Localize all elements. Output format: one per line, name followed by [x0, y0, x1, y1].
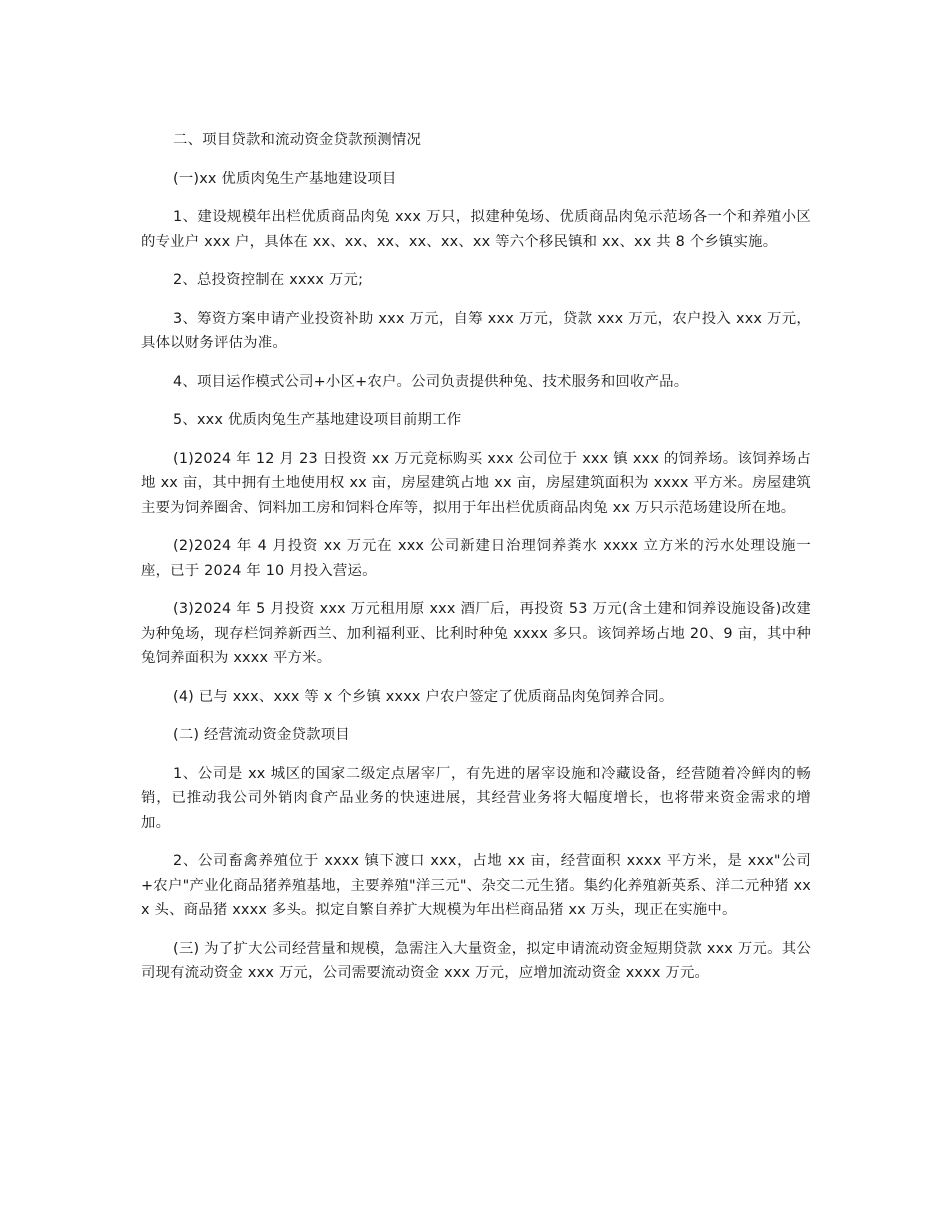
paragraph-item-3: 3、筹资方案申请产业投资补助 xxx 万元，自筹 xxx 万元，贷款 xxx 万元，农户投入 xxx 万元，具体以财务评估为准。 — [141, 310, 811, 351]
paragraph-subitem-1: (1)2024 年 12 月 23 日投资 xx 万元竞标购买 xxx 公司位于 xxx 镇 xxx 的饲养场。该饲养场占地 xx 亩，其中拥有土地使用权 xx 亩，房屋建筑占地 xx 亩，房屋建筑面积为 xxxx 平方米。房屋建筑主要为饲养圈舍、饲料加工房和饲料仓库等，拟用于年出栏优质商品肉兔 xx 万只示范场建设所在地。 — [141, 450, 811, 516]
subsection-paragraph-3: (三) 为了扩大公司经营量和规模，急需注入大量资金，拟定申请流动资金短期贷款 xxx 万元。其公司现有流动资金 xxx 万元，公司需要流动资金 xxx 万元，应增加流动资金 xxxx 万元。 — [141, 940, 811, 981]
paragraph-item-1: 1、建设规模年出栏优质商品肉兔 xxx 万只，拟建种兔场、优质商品肉兔示范场各一个和养殖小区的专业户 xxx 户，具体在 xx、xx、xx、xx、xx、xx 等六个移民镇和 xx、xx 共 8 个乡镇实施。 — [141, 209, 811, 250]
section-heading-2: 二、项目贷款和流动资金贷款预测情况 — [173, 132, 422, 148]
paragraph-subitem-2: (2)2024 年 4 月投资 xx 万元在 xxx 公司新建日治理饲养粪水 xxxx 立方米的污水处理设施一座，已于 2024 年 10 月投入营运。 — [141, 538, 811, 579]
subsection-heading-1: (一)xx 优质肉兔生产基地建设项目 — [173, 170, 397, 187]
subsection-heading-2: (二) 经营流动资金贷款项目 — [173, 727, 350, 743]
paragraph-item-4: 4、项目运作模式公司+小区+农户。公司负责提供种兔、技术服务和回收产品。 — [173, 373, 689, 390]
paragraph-operation-1: 1、公司是 xx 城区的国家二级定点屠宰厂，有先进的屠宰设施和冷藏设备，经营随着冷鲜肉的畅销，已推动我公司外销肉食产品业务的快速进展，其经营业务将大幅度增长，也将带来资金需求的增加。 — [141, 765, 811, 831]
paragraph-operation-2: 2、公司畜禽养殖位于 xxxx 镇下渡口 xxx，占地 xx 亩，经营面积 xxxx 平方米，是 xxx"公司+农户"产业化商品猪养殖基地，主要养殖"洋三元"、杂交二元生猪。集约化养殖新英系、洋二元种猪 xxx 头、商品猪 xxxx 多头。拟定自繁自养扩大规模为年出栏商品猪 xx 万头，现正在实施中。 — [141, 853, 811, 918]
paragraph-subitem-3: (3)2024 年 5 月投资 xxx 万元租用原 xxx 酒厂后，再投资 53 万元(含土建和饲养设施设备)改建为种兔场，现存栏饲养新西兰、加利福利亚、比利时种兔 xxxx 多只。该饲养场占地 20、9 亩，其中种兔饲养面积为 xxxx 平方米。 — [141, 601, 811, 666]
document-page — [141, 128, 811, 1000]
paragraph-subitem-4: (4) 已与 xxx、xxx 等 x 个乡镇 xxxx 户农户签定了优质商品肉兔饲养合同。 — [173, 688, 674, 705]
paragraph-item-5: 5、xxx 优质肉兔生产基地建设项目前期工作 — [173, 412, 462, 428]
paragraph-item-2: 2、总投资控制在 xxxx 万元; — [173, 272, 364, 288]
